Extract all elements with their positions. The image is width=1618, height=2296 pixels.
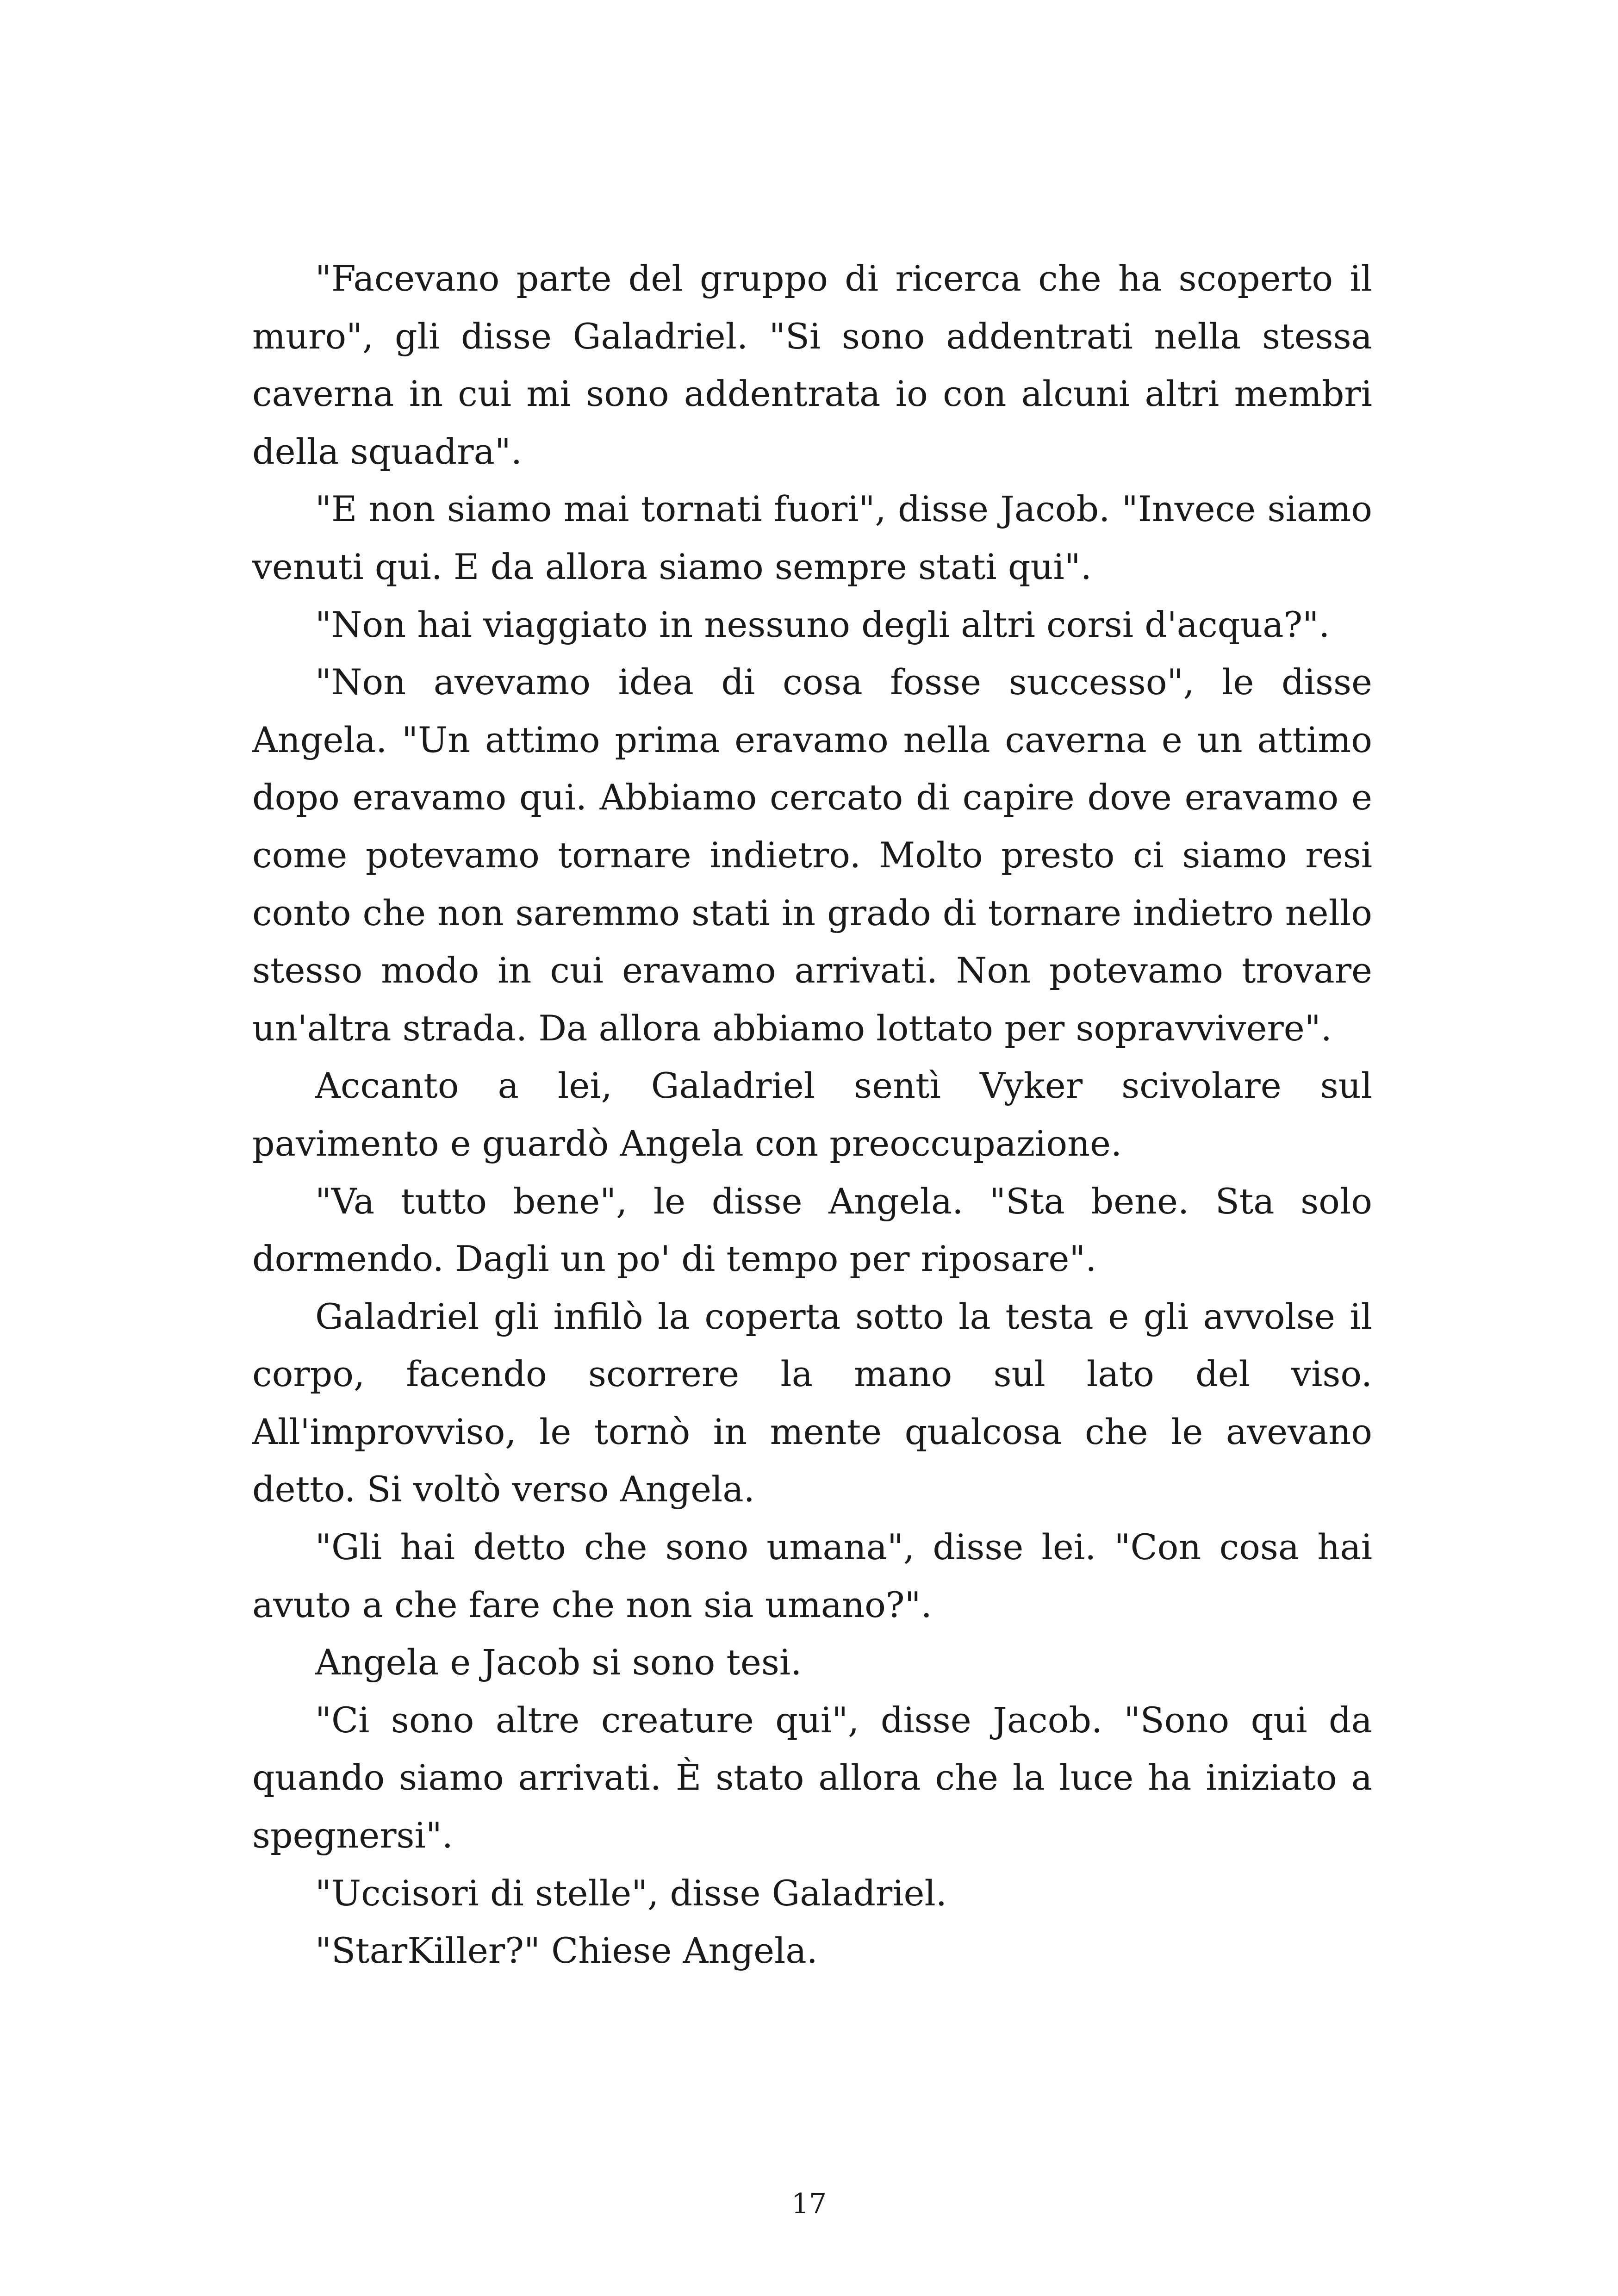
paragraph: Accanto a lei, Galadriel sentì Vyker scivolare sul pavimento e guardò Angela con preoccupazione. bbox=[252, 1065, 1372, 1164]
paragraph: "Non hai viaggiato in nessuno degli altri corsi d'acqua?". bbox=[315, 604, 1330, 645]
paragraph: "Facevano parte del gruppo di ricerca che ha scoperto il muro", gli disse Galadriel. "Si sono addentrati nella stessa caverna in cui mi sono addentrata io con alcuni altri membri della squadra". bbox=[252, 258, 1372, 472]
paragraph: "Va tutto bene", le disse Angela. "Sta bene. Sta solo dormendo. Dagli un po' di tempo per riposare". bbox=[252, 1180, 1372, 1280]
body-text bbox=[252, 250, 1372, 1980]
paragraph: "Gli hai detto che sono umana", disse lei. "Con cosa hai avuto a che fare che non sia umano?". bbox=[252, 1526, 1372, 1625]
paragraph: "Uccisori di stelle", disse Galadriel. bbox=[315, 1872, 947, 1914]
paragraph: "Non avevamo idea di cosa fosse successo", le disse Angela. "Un attimo prima eravamo nella caverna e un attimo dopo eravamo qui. Abbiamo cercato di capire dove eravamo e come potevamo tornare indietro. Molto presto ci siamo resi conto che non saremmo stati in grado di tornare indietro nello stesso modo in cui eravamo arrivati. Non potevamo trovare un'altra strada. Da allora abbiamo lottato per sopravvivere". bbox=[252, 661, 1372, 1049]
paragraph: "E non siamo mai tornati fuori", disse Jacob. "Invece siamo venuti qui. E da allora siamo sempre stati qui". bbox=[252, 488, 1372, 587]
paragraph: "Ci sono altre creature qui", disse Jacob. "Sono qui da quando siamo arrivati. È stato allora che la luce ha iniziato a spegnersi". bbox=[252, 1699, 1372, 1856]
paragraph: Angela e Jacob si sono tesi. bbox=[315, 1642, 802, 1683]
paragraph: "StarKiller?" Chiese Angela. bbox=[315, 1930, 818, 1972]
paragraph: Galadriel gli infilò la coperta sotto la testa e gli avvolse il corpo, facendo scorrere la mano sul lato del viso. All'improvviso, le tornò in mente qualcosa che le avevano detto. Si voltò verso Angela. bbox=[252, 1295, 1372, 1510]
page-number: 17 bbox=[791, 2188, 827, 2220]
